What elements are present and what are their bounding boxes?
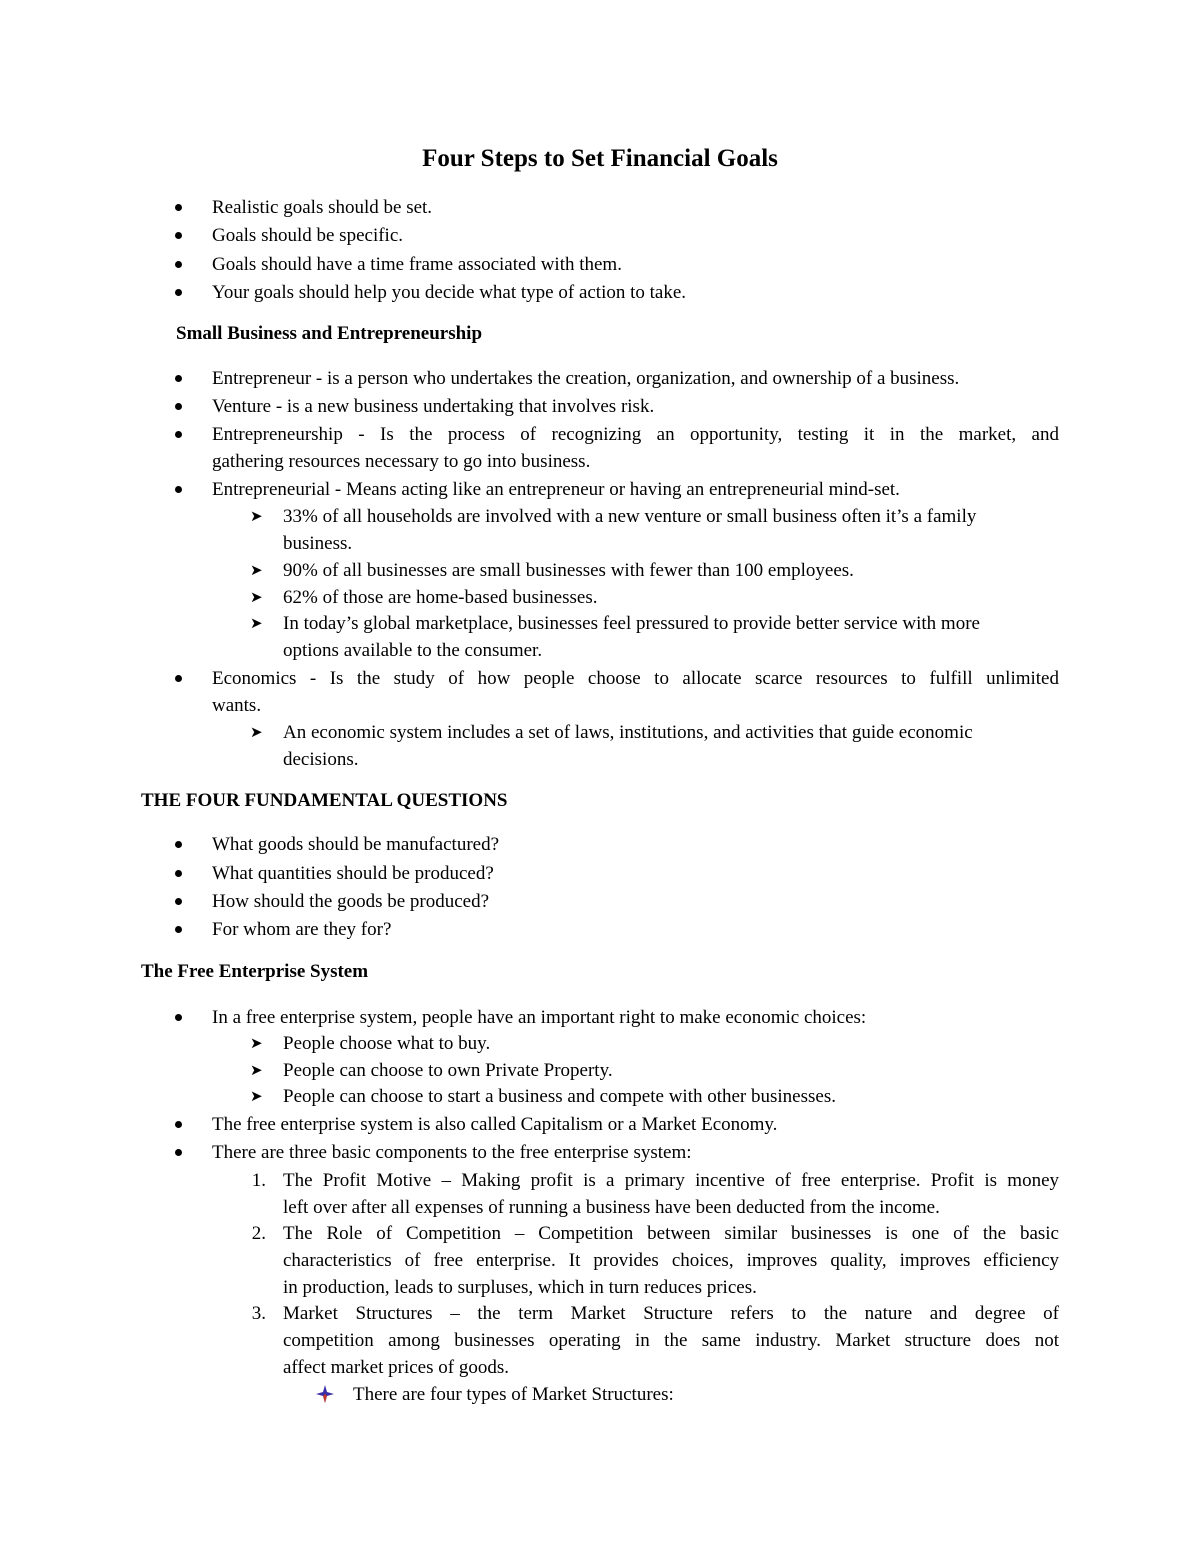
arrow-bullet-icon: ➤ xyxy=(250,588,263,606)
arrow-bullet-icon: ➤ xyxy=(250,507,263,525)
arrow-bullet-icon: ➤ xyxy=(250,561,263,579)
arrow-bullet-icon: ➤ xyxy=(250,1034,263,1052)
sub-list-item: People choose what to buy. xyxy=(283,1033,491,1054)
list-item: Entrepreneurial - Means acting like an entrepreneur or having an entrepreneurial mind-set. xyxy=(212,479,900,500)
list-item: Realistic goals should be set. xyxy=(212,197,433,218)
sub-list-item: 33% of all households are involved with a new venture or small business often it’s a family xyxy=(283,506,977,527)
list-number: 1. xyxy=(251,1170,266,1191)
numbered-item-continued: in production, leads to surpluses, which in turn reduces prices. xyxy=(283,1277,757,1298)
list-number: 3. xyxy=(251,1303,266,1324)
list-item-continued: gathering resources necessary to go into business. xyxy=(212,451,591,472)
list-number: 2. xyxy=(251,1223,266,1244)
section-heading: Small Business and Entrepreneurship xyxy=(176,323,483,344)
list-item: Economics - Is the study of how people choose to allocate scarce resources to fulfill unlimited xyxy=(212,668,1059,689)
sub-list-item: In today’s global marketplace, businesses feel pressured to provide better service with more xyxy=(283,613,980,634)
list-item: The free enterprise system is also called Capitalism or a Market Economy. xyxy=(212,1114,778,1135)
bullet xyxy=(175,375,182,382)
bullet xyxy=(175,675,182,682)
list-item-continued: wants. xyxy=(212,695,262,716)
list-item: Venture - is a new business undertaking that involves risk. xyxy=(212,396,655,417)
list-item: Entrepreneur - is a person who undertakes the creation, organization, and ownership of a business. xyxy=(212,368,960,389)
list-item: Your goals should help you decide what type of action to take. xyxy=(212,282,687,303)
numbered-item: The Role of Competition – Competition between similar businesses is one of the basic xyxy=(283,1223,1059,1244)
arrow-bullet-icon: ➤ xyxy=(250,723,263,741)
bullet xyxy=(175,232,182,239)
bullet xyxy=(175,1014,182,1021)
numbered-item-continued: affect market prices of goods. xyxy=(283,1357,509,1378)
bullet xyxy=(175,1149,182,1156)
numbered-item-continued: left over after all expenses of running a business have been deducted from the income. xyxy=(283,1197,940,1218)
bullet xyxy=(175,898,182,905)
list-item: Goals should be specific. xyxy=(212,225,404,246)
numbered-item-continued: competition among businesses operating in the same industry. Market structure does not xyxy=(283,1330,1059,1351)
sub-list-item: People can choose to start a business and compete with other businesses. xyxy=(283,1086,836,1107)
four-point-star-icon xyxy=(316,1385,334,1403)
list-item: For whom are they for? xyxy=(212,919,392,940)
numbered-item: Market Structures – the term Market Structure refers to the nature and degree of xyxy=(283,1303,1059,1324)
arrow-bullet-icon: ➤ xyxy=(250,614,263,632)
bullet xyxy=(175,841,182,848)
numbered-item: The Profit Motive – Making profit is a primary incentive of free enterprise. Profit is money xyxy=(283,1170,1059,1191)
bullet xyxy=(175,870,182,877)
sub-list-item: An economic system includes a set of laws, institutions, and activities that guide economic xyxy=(283,722,973,743)
arrow-bullet-icon: ➤ xyxy=(250,1087,263,1105)
list-item: Goals should have a time frame associated with them. xyxy=(212,254,622,275)
bullet xyxy=(175,204,182,211)
numbered-item-continued: characteristics of free enterprise. It provides choices, improves quality, improves efficiency xyxy=(283,1250,1059,1271)
page-title: Four Steps to Set Financial Goals xyxy=(422,145,778,172)
arrow-bullet-icon: ➤ xyxy=(250,1061,263,1079)
section-heading: THE FOUR FUNDAMENTAL QUESTIONS xyxy=(141,790,508,811)
sub-list-item: 62% of those are home-based businesses. xyxy=(283,587,598,608)
bullet xyxy=(175,261,182,268)
sub-list-item: 90% of all businesses are small businesses with fewer than 100 employees. xyxy=(283,560,854,581)
list-item: There are three basic components to the free enterprise system: xyxy=(212,1142,692,1163)
bullet xyxy=(175,289,182,296)
sub-list-item-continued: decisions. xyxy=(283,749,359,770)
sub-list-item-continued: business. xyxy=(283,533,353,554)
bullet xyxy=(175,403,182,410)
list-item: What goods should be manufactured? xyxy=(212,834,500,855)
bullet xyxy=(175,1121,182,1128)
list-item: In a free enterprise system, people have an important right to make economic choices: xyxy=(212,1007,867,1028)
market-types-item: There are four types of Market Structures: xyxy=(353,1384,674,1405)
bullet xyxy=(175,926,182,933)
section-heading: The Free Enterprise System xyxy=(141,961,369,982)
bullet xyxy=(175,431,182,438)
sub-list-item: People can choose to own Private Property. xyxy=(283,1060,613,1081)
list-item: Entrepreneurship - Is the process of recognizing an opportunity, testing it in the market, and xyxy=(212,424,1059,445)
sub-list-item-continued: options available to the consumer. xyxy=(283,640,543,661)
list-item: What quantities should be produced? xyxy=(212,863,494,884)
bullet xyxy=(175,486,182,493)
list-item: How should the goods be produced? xyxy=(212,891,490,912)
